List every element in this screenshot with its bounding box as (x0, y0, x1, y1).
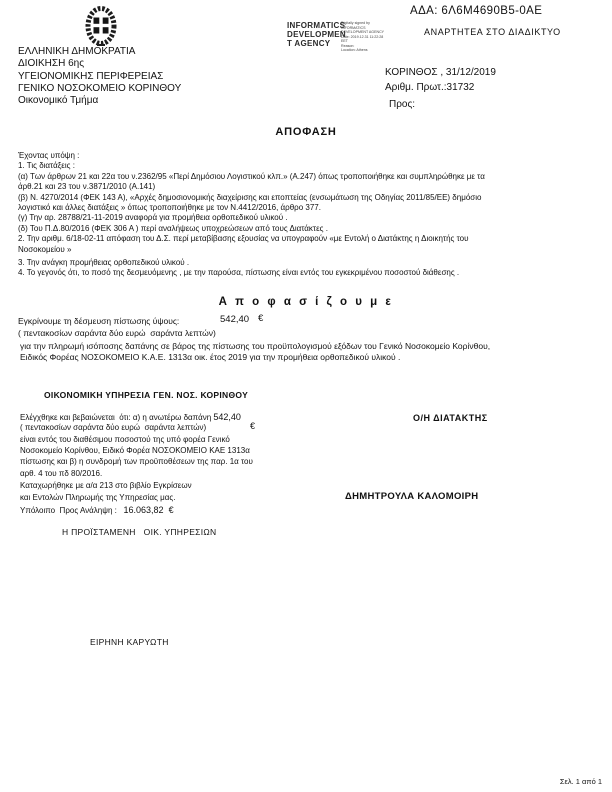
preamble-line: Έχοντας υπόψη : (18, 151, 80, 160)
preamble-line: (β) Ν. 4270/2014 (ΦΕΚ 143 Α), «Αρχές δημοσιονομικής διαχείρισης και εποπτείας (ενσωμάτωση της Οδηγίας 2011/85/ΕΕ) δημόσιο (18, 192, 482, 202)
preamble-line: (γ) Την αρ. 28788/21-11-2019 αναφορά για προμήθεια ορθοπεδικού υλικού . (18, 213, 288, 223)
decision-line: για την πληρωμή ισόποσης δαπάνης σε βάρος της πίστωσης του προϋπολογισμού εξόδων του Γενικό Νοσοκομείο Κορίνθου, (20, 341, 491, 351)
authority-line: ΕΛΛΗΝΙΚΗ ΔΗΜΟΚΡΑΤΙΑ (18, 46, 136, 57)
signature-detail-line: Location: Athens (341, 48, 368, 52)
balance-label: Υπόλοιπο Προς Ανάληψη : (20, 506, 124, 515)
verification-line: αρθ. 4 του πδ 80/2016. (20, 468, 103, 478)
preamble-line: 4. Το γεγονός ότι, το ποσό της δεσμευόμενης , με την παρούσα, πίστωσης είναι εντός του εγκεκριμένου ποσοστού διάθεσης . (18, 268, 460, 278)
authority-line: ΓΕΝΙΚΟ ΝΟΣΟΚΟΜΕΙΟ ΚΟΡΙΝΘΟΥ (18, 82, 182, 94)
verification-line: πίστωσης και β) η συνδρομή των προϋποθέσεων της παρ. 1α του (20, 457, 253, 467)
signature-detail-line: Digitally signed by (341, 21, 370, 25)
page-number: Σελ. 1 από 1 (559, 777, 602, 786)
finance-head-title: Η ΠΡΟΪΣΤΑΜΕΝΗ ΟΙΚ. ΥΠΗΡΕΣΙΩΝ (62, 527, 217, 537)
authority-line: Οικονομικό Τμήμα (18, 95, 99, 107)
verified-amount: 542,40 (213, 412, 241, 422)
euro-sign: € (258, 313, 264, 324)
preamble-line: 2. Την αριθμ. 6/18-02-11 απόφαση του Δ.Σ. περί μεταβίβασης εξουσίας να υπογραφούν «με Εντολή ο Διατάκτης η Διοικητής του (18, 234, 469, 244)
signature-detail-line: INFORMATICS (341, 25, 366, 30)
diavgeia-stamp-agency (287, 21, 346, 48)
finance-head-name: ΕΙΡΗΝΗ ΚΑΡΥΩΤΗ (90, 637, 169, 647)
authority-line: ΥΓΕΙΟΝΟΜΙΚΗΣ ΠΕΡΙΦΕΡΕΙΑΣ (18, 70, 164, 82)
preamble-line: (α) Των άρθρων 21 και 22α του ν.2362/95 «Περί Δημόσιου Λογιστικού κλπ.» (Α.247) όπως τροποποιήθηκε και συμπληρώθηκε με τα (18, 171, 485, 181)
ordering-officer-name: ΔΗΜΗΤΡΟΥΛΑ ΚΑΛΟΜΟΙΡΗ (345, 491, 479, 502)
verification-text: Ελέγχθηκε και βεβαιώνεται ότι: α) η ανωτέρω δαπάνη (20, 413, 214, 422)
registration-line: και Εντολών Πληρωμής της Υπηρεσίας μας. (20, 492, 176, 502)
recipient-label: Προς: (389, 99, 416, 110)
signature-detail-line: EET (341, 39, 348, 43)
preamble-line: λογιστικό και άλλες διατάξεις » όπως τροποποιήθηκε με τον Ν.4412/2016, άρθρο 377. (18, 203, 321, 213)
hellenic-republic-emblem-icon (84, 4, 118, 48)
preamble-line: (δ) Του Π.Δ.80/2016 (ΦΕΚ 306 Α ) περί αναλήψεως υποχρεώσεων από τους Διατάκτες . (18, 223, 328, 233)
decision-body (20, 341, 490, 363)
document-title: ΑΠΟΦΑΣΗ (275, 126, 337, 138)
preamble-line: 3. Την ανάγκη προμήθειας ορθοπεδικού υλικού . (18, 258, 190, 268)
preamble-line: 1. Τις διατάξεις : (18, 161, 75, 171)
preamble-block (18, 151, 600, 279)
approval-label: Εγκρίνουμε τη δέσμευση πίστωσης ύψους: (18, 316, 180, 326)
balance-line (20, 505, 174, 515)
approved-amount: 542,40 (220, 314, 250, 325)
verification-line: Νοσοκομείο Κορίνθου, Ειδικό Φορέα ΝΟΣΟΚΟΜΕΙΟ ΚΑΕ 1313α (20, 446, 250, 456)
balance-amount: 16.063,82 (123, 505, 164, 515)
stamp-agency-line: INFORMATICS (287, 21, 346, 30)
amount-in-words: ( πεντακοσίων σαράντα δύο ευρώ σαράντα λεπτών) (18, 328, 216, 338)
protocol-number: Αριθμ. Πρωτ.:31732 (385, 82, 475, 93)
verification-line: είναι εντός του διαθέσιμου ποσοστού της υπό φορέα Γενικό (20, 435, 230, 444)
verified-amount-words: ( πεντακοσίων σαράντα δύο ευρώ σαράντα λεπτών) (20, 423, 207, 432)
anartitea-label: ΑΝΑΡΤΗΤΕΑ ΣΤΟ ΔΙΑΔΙΚΤΥΟ (424, 27, 561, 37)
ordering-officer-title: Ο/Η ΔΙΑΤΑΚΤΗΣ (413, 413, 488, 423)
stamp-agency-line: DEVELOPMEN (287, 30, 347, 39)
decision-heading: Α π ο φ α σ ί ζ ο υ μ ε (218, 296, 394, 308)
issuing-authority-block (18, 46, 181, 107)
preamble-line: άρθ.21 και 23 του ν.3871/2010 (Α.141) (18, 182, 156, 192)
city-date: ΚΟΡΙΝΘΟΣ , 31/12/2019 (385, 67, 496, 78)
preamble-line: Νοσοκομείου » (18, 244, 72, 254)
registration-line: Καταχωρήθηκε με α/α 213 στο βιβλίο Εγκρίσεων (20, 481, 192, 491)
euro-sign: € (250, 421, 256, 431)
euro-sign: € (163, 505, 174, 515)
signature-detail-line: DEVELOPMENT AGENCY (341, 30, 385, 34)
verification-body (20, 434, 253, 503)
signature-detail-line: Reason: (341, 43, 355, 48)
stamp-agency-line: T AGENCY (287, 39, 331, 48)
signature-detail-line: Date: 2019.12.31 11:22:28 (341, 34, 384, 39)
finance-service-heading: ΟΙΚΟΝΟΜΙΚΗ ΥΠΗΡΕΣΙΑ ΓΕΝ. ΝΟΣ. ΚΟΡΙΝΘΟΥ (44, 390, 249, 400)
decision-line: Ειδικός Φορέας ΝΟΣΟΚΟΜΕΙΟ Κ.Α.Ε. 1313α οικ. έτος 2019 για την προμήθεια ορθοπεδικού υλικού . (20, 352, 401, 362)
verification-line (20, 412, 241, 422)
authority-line: ΔΙΟΙΚΗΣΗ 6ης (18, 58, 85, 70)
digital-signature-details (341, 21, 403, 53)
ada-code: ΑΔΑ: 6Λ6Μ4690Β5-0ΑΕ (410, 5, 543, 17)
